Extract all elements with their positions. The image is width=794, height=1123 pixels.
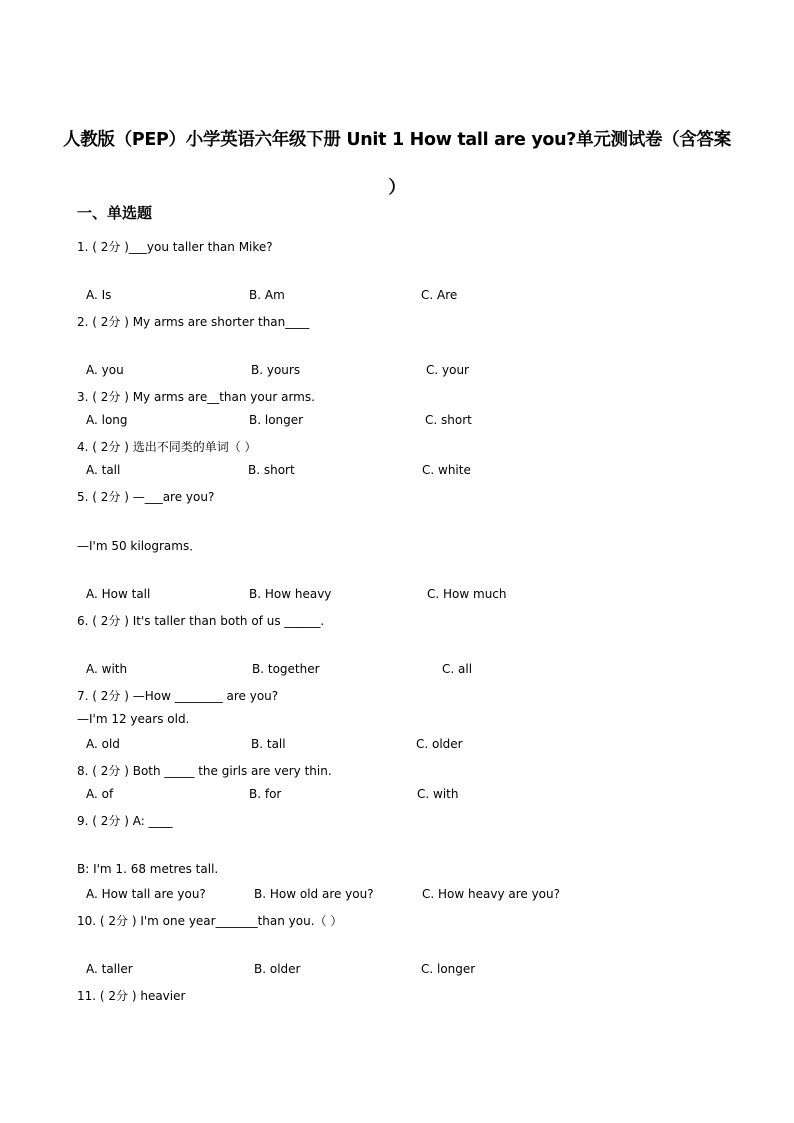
question-4-option-c: C. white [422, 463, 471, 477]
question-10-option-a: A. taller [86, 962, 133, 976]
question-6-option-a: A. with [86, 662, 128, 676]
question-9-option-b: B. How old are you? [254, 887, 374, 901]
question-5-option-b: B. How heavy [249, 587, 332, 601]
question-10-stem: 10. ( 2分 ) I'm one year_______than you.（ ） [77, 914, 343, 928]
question-6-option-c: C. all [442, 662, 473, 676]
question-3-option-b: B. longer [249, 413, 304, 427]
question-6-option-b: B. together [252, 662, 320, 676]
question-1-option-a: A. Is [86, 288, 112, 302]
question-4-option-b: B. short [248, 463, 295, 477]
question-9-option-c: C. How heavy are you? [422, 887, 560, 901]
question-5-option-a: A. How tall [86, 587, 151, 601]
question-7-option-b: B. tall [251, 737, 286, 751]
question-3-option-a: A. long [86, 413, 128, 427]
question-4-stem: 4. ( 2分 ) 选出不同类的单词（ ） [77, 440, 257, 454]
question-9-stem: 9. ( 2分 ) A: ____ [77, 814, 173, 828]
question-3-stem: 3. ( 2分 ) My arms are__than your arms. [77, 390, 315, 404]
question-7-option-c: C. older [416, 737, 463, 751]
question-7-answer-line: —I'm 12 years old. [77, 712, 190, 726]
question-8-option-b: B. for [249, 787, 282, 801]
section-heading: 一、单选题 [77, 204, 153, 222]
question-4-option-a: A. tall [86, 463, 121, 477]
title-line-2: ） [388, 178, 406, 198]
question-10-option-c: C. longer [421, 962, 476, 976]
question-1-option-b: B. Am [249, 288, 285, 302]
question-5-answer-line: —I'm 50 kilograms． [77, 539, 202, 553]
question-1-option-c: C. Are [421, 288, 458, 302]
question-5-option-c: C. How much [427, 587, 507, 601]
question-6-stem: 6. ( 2分 ) It's taller than both of us ______. [77, 614, 325, 628]
question-9-answer-line: B: I'm 1. 68 metres tall. [77, 862, 219, 876]
question-2-option-c: C. your [426, 363, 469, 377]
question-7-stem: 7. ( 2分 ) —How ________ are you? [77, 689, 279, 703]
question-7-option-a: A. old [86, 737, 120, 751]
question-8-option-c: C. with [417, 787, 459, 801]
question-3-option-c: C. short [425, 413, 472, 427]
question-2-option-b: B. yours [251, 363, 301, 377]
question-2-option-a: A. you [86, 363, 124, 377]
question-8-option-a: A. of [86, 787, 114, 801]
title-line-1: 人教版（PEP）小学英语六年级下册 Unit 1 How tall are you?单元测试卷（含答案 [63, 130, 731, 150]
question-8-stem: 8. ( 2分 ) Both _____ the girls are very thin. [77, 764, 332, 778]
question-1-stem: 1. ( 2分 )___you taller than Mike? [77, 240, 273, 254]
question-2-stem: 2. ( 2分 ) My arms are shorter than____ [77, 315, 310, 329]
page-title [60, 116, 734, 212]
question-11-stem: 11. ( 2分 ) heavier [77, 989, 186, 1003]
question-9-option-a: A. How tall are you? [86, 887, 206, 901]
question-10-option-b: B. older [254, 962, 301, 976]
question-5-stem: 5. ( 2分 ) —___are you? [77, 490, 215, 504]
